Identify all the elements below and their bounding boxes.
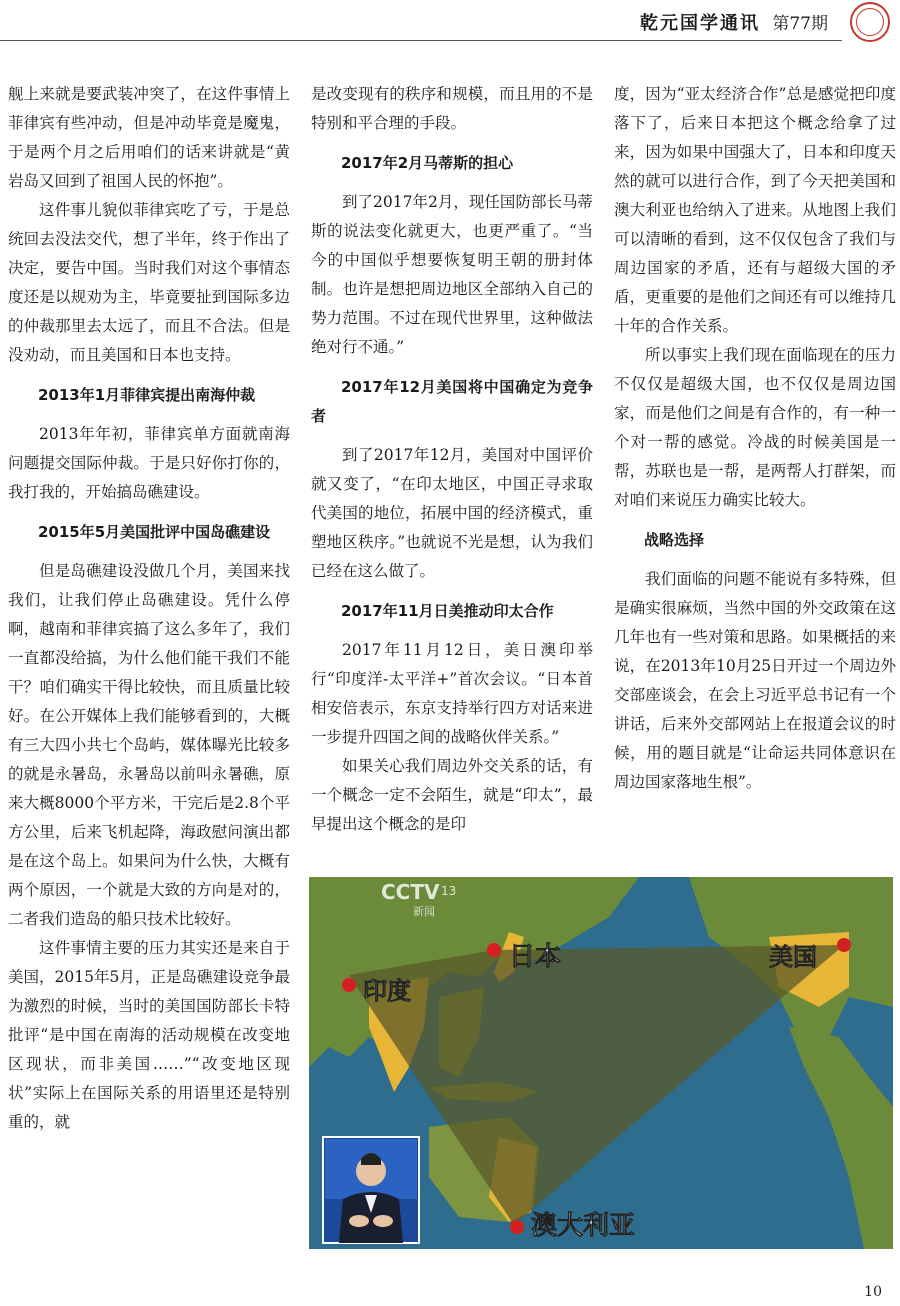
map-label-japan: 日本	[509, 942, 562, 972]
section-heading: 2015年5月美国批评中国岛礁建设	[38, 523, 271, 541]
usa-marker-icon	[837, 938, 851, 952]
column-1	[8, 80, 290, 1137]
paragraph: 2017年11月12日，美日澳印举行“印度洋-太平洋+”首次会议。“日本首相安倍表示，东京支持举行四方对话来进一步提升四国之间的战略伙伴关系。”	[311, 641, 593, 746]
map-label-usa: 美国	[769, 943, 817, 971]
paragraph: 这件事儿貌似菲律宾吃了亏，于是总统回去没法交代，想了半年，终于作出了决定，要告中国。当时我们对这个事情态度还是以规劝为主，毕竟要扯到国际多边的仲裁那里去太远了，而且不合法。但是没劝动，而且美国和日本也支持。	[8, 201, 290, 364]
header-rule	[0, 40, 842, 41]
paragraph: 所以事实上我们现在面临现在的压力不仅仅是超级大国，也不仅仅是周边国家，而是他们之间是有合作的，有一种一个对一帮的感觉。冷战的时候美国是一帮，苏联也是一帮，是两帮人打群架，而对咱们来说压力确实比较大。	[614, 346, 896, 509]
page-header	[0, 0, 900, 46]
page-number: 10	[864, 1284, 882, 1300]
map-label-india: 印度	[363, 977, 411, 1005]
section-heading: 2017年2月马蒂斯的担心	[341, 154, 514, 172]
section-heading: 战略选择	[644, 531, 705, 549]
paragraph: 如果关心我们周边外交关系的话，有一个概念一定不会陌生，就是“印太”，最早提出这个概念的是印	[311, 757, 593, 833]
section-heading: 2017年12月美国将中国确定为竞争者	[311, 378, 593, 425]
japan-marker-icon	[487, 943, 501, 957]
paragraph: 我们面临的问题不能说有多特殊，但是确实很麻烦，当然中国的外交政策在这几年也有一些对策和思路。如果概括的来说，在2013年10月25日开过一个周边外交部座谈会，在会上习近平总书记有一个讲话，后来外交部网站上在报道会议的时候，用的题目就是“让命运共同体意识在周边国家落地生根”。	[614, 570, 896, 791]
presenter-inset-image	[323, 1137, 419, 1243]
indo-pacific-map-image	[309, 877, 893, 1249]
paragraph: 度，因为“亚太经济合作”总是感觉把印度落下了，后来日本把这个概念给拿了过来，因为如果中国强大了，日本和印度天然的就可以进行合作，到了今天把美国和澳大利亚也给纳入了进来。从地图上我们可以清晰的看到，这不仅仅包含了我们与周边国家的矛盾，还有与超级大国的矛盾，更重要的是他们之间还有可以维持几十年的合作关系。	[614, 85, 896, 335]
map-label-australia: 澳大利亚	[531, 1211, 636, 1241]
india-marker-icon	[342, 978, 356, 992]
section-heading: 2013年1月菲律宾提出南海仲裁	[38, 386, 256, 404]
paragraph: 是改变现有的秩序和规模，而且用的不是特别和平合理的手段。	[311, 85, 593, 132]
channel-sub: 新闻	[413, 905, 435, 918]
channel-number: 13	[441, 884, 457, 898]
section-heading: 2017年11月日美推动印太合作	[341, 602, 554, 620]
paragraph: 这件事情主要的压力其实还是来自于美国，2015年5月，正是岛礁建设竞争最为激烈的时候，当时的美国国防部长卡特批评“是中国在南海的活动规模在改变地区现状，而非美国……”“改变地区现状”实际上在国际关系的用语里还是特别重的，就	[8, 939, 290, 1131]
paragraph: 2013年年初，菲律宾单方面就南海问题提交国际仲裁。于是只好你打你的，我打我的，开始搞岛礁建设。	[8, 425, 290, 501]
cctv-logo: CCTV	[381, 880, 440, 904]
column-2	[311, 80, 593, 839]
paragraph: 到了2017年12月，美国对中国评价就又变了，“在印太地区，中国正寻求取代美国的地位，拓展中国的经济模式，重塑地区秩序。”也就说不光是想，认为我们已经在这么做了。	[311, 446, 593, 580]
issue-number: 第77期	[772, 14, 828, 34]
paragraph: 但是岛礁建设没做几个月，美国来找我们，让我们停止岛礁建设。凭什么停啊，越南和菲律宾搞了这么多年了，我们一直都没给搞，为什么他们能干我们不能干？咱们确实干得比较快，而且质量比较好。在公开媒体上我们能够看到的，大概有三大四小共七个岛屿，媒体曝光比较多的就是永暑岛，永暑岛以前叫永暑礁，原来大概8000个平方米，干完后是2.8个平方公里，后来飞机起降，海政慰问演出都是在这个岛上。如果问为什么快，大概有两个原因，一个就是大致的方向是对的，二者我们造岛的船只技术比较好。	[8, 562, 290, 928]
paragraph: 舰上来就是要武装冲突了，在这件事情上菲律宾有些冲动，但是冲动毕竟是魔鬼，于是两个月之后用咱们的话来讲就是“黄岩岛又回到了祖国人民的怀抱”。	[8, 85, 290, 190]
column-3	[614, 80, 896, 797]
newsletter-title: 乾元国学通讯	[640, 13, 760, 34]
paragraph: 到了2017年2月，现任国防部长马蒂斯的说法变化就更大，也更严重了。“当今的中国似乎想要恢复明王朝的册封体制。也许是想把周边地区全部纳入自己的势力范围。不过在现代世界里，这种做法绝对行不通。”	[311, 193, 593, 356]
seal-logo-icon	[850, 2, 890, 42]
australia-marker-icon	[510, 1220, 524, 1234]
